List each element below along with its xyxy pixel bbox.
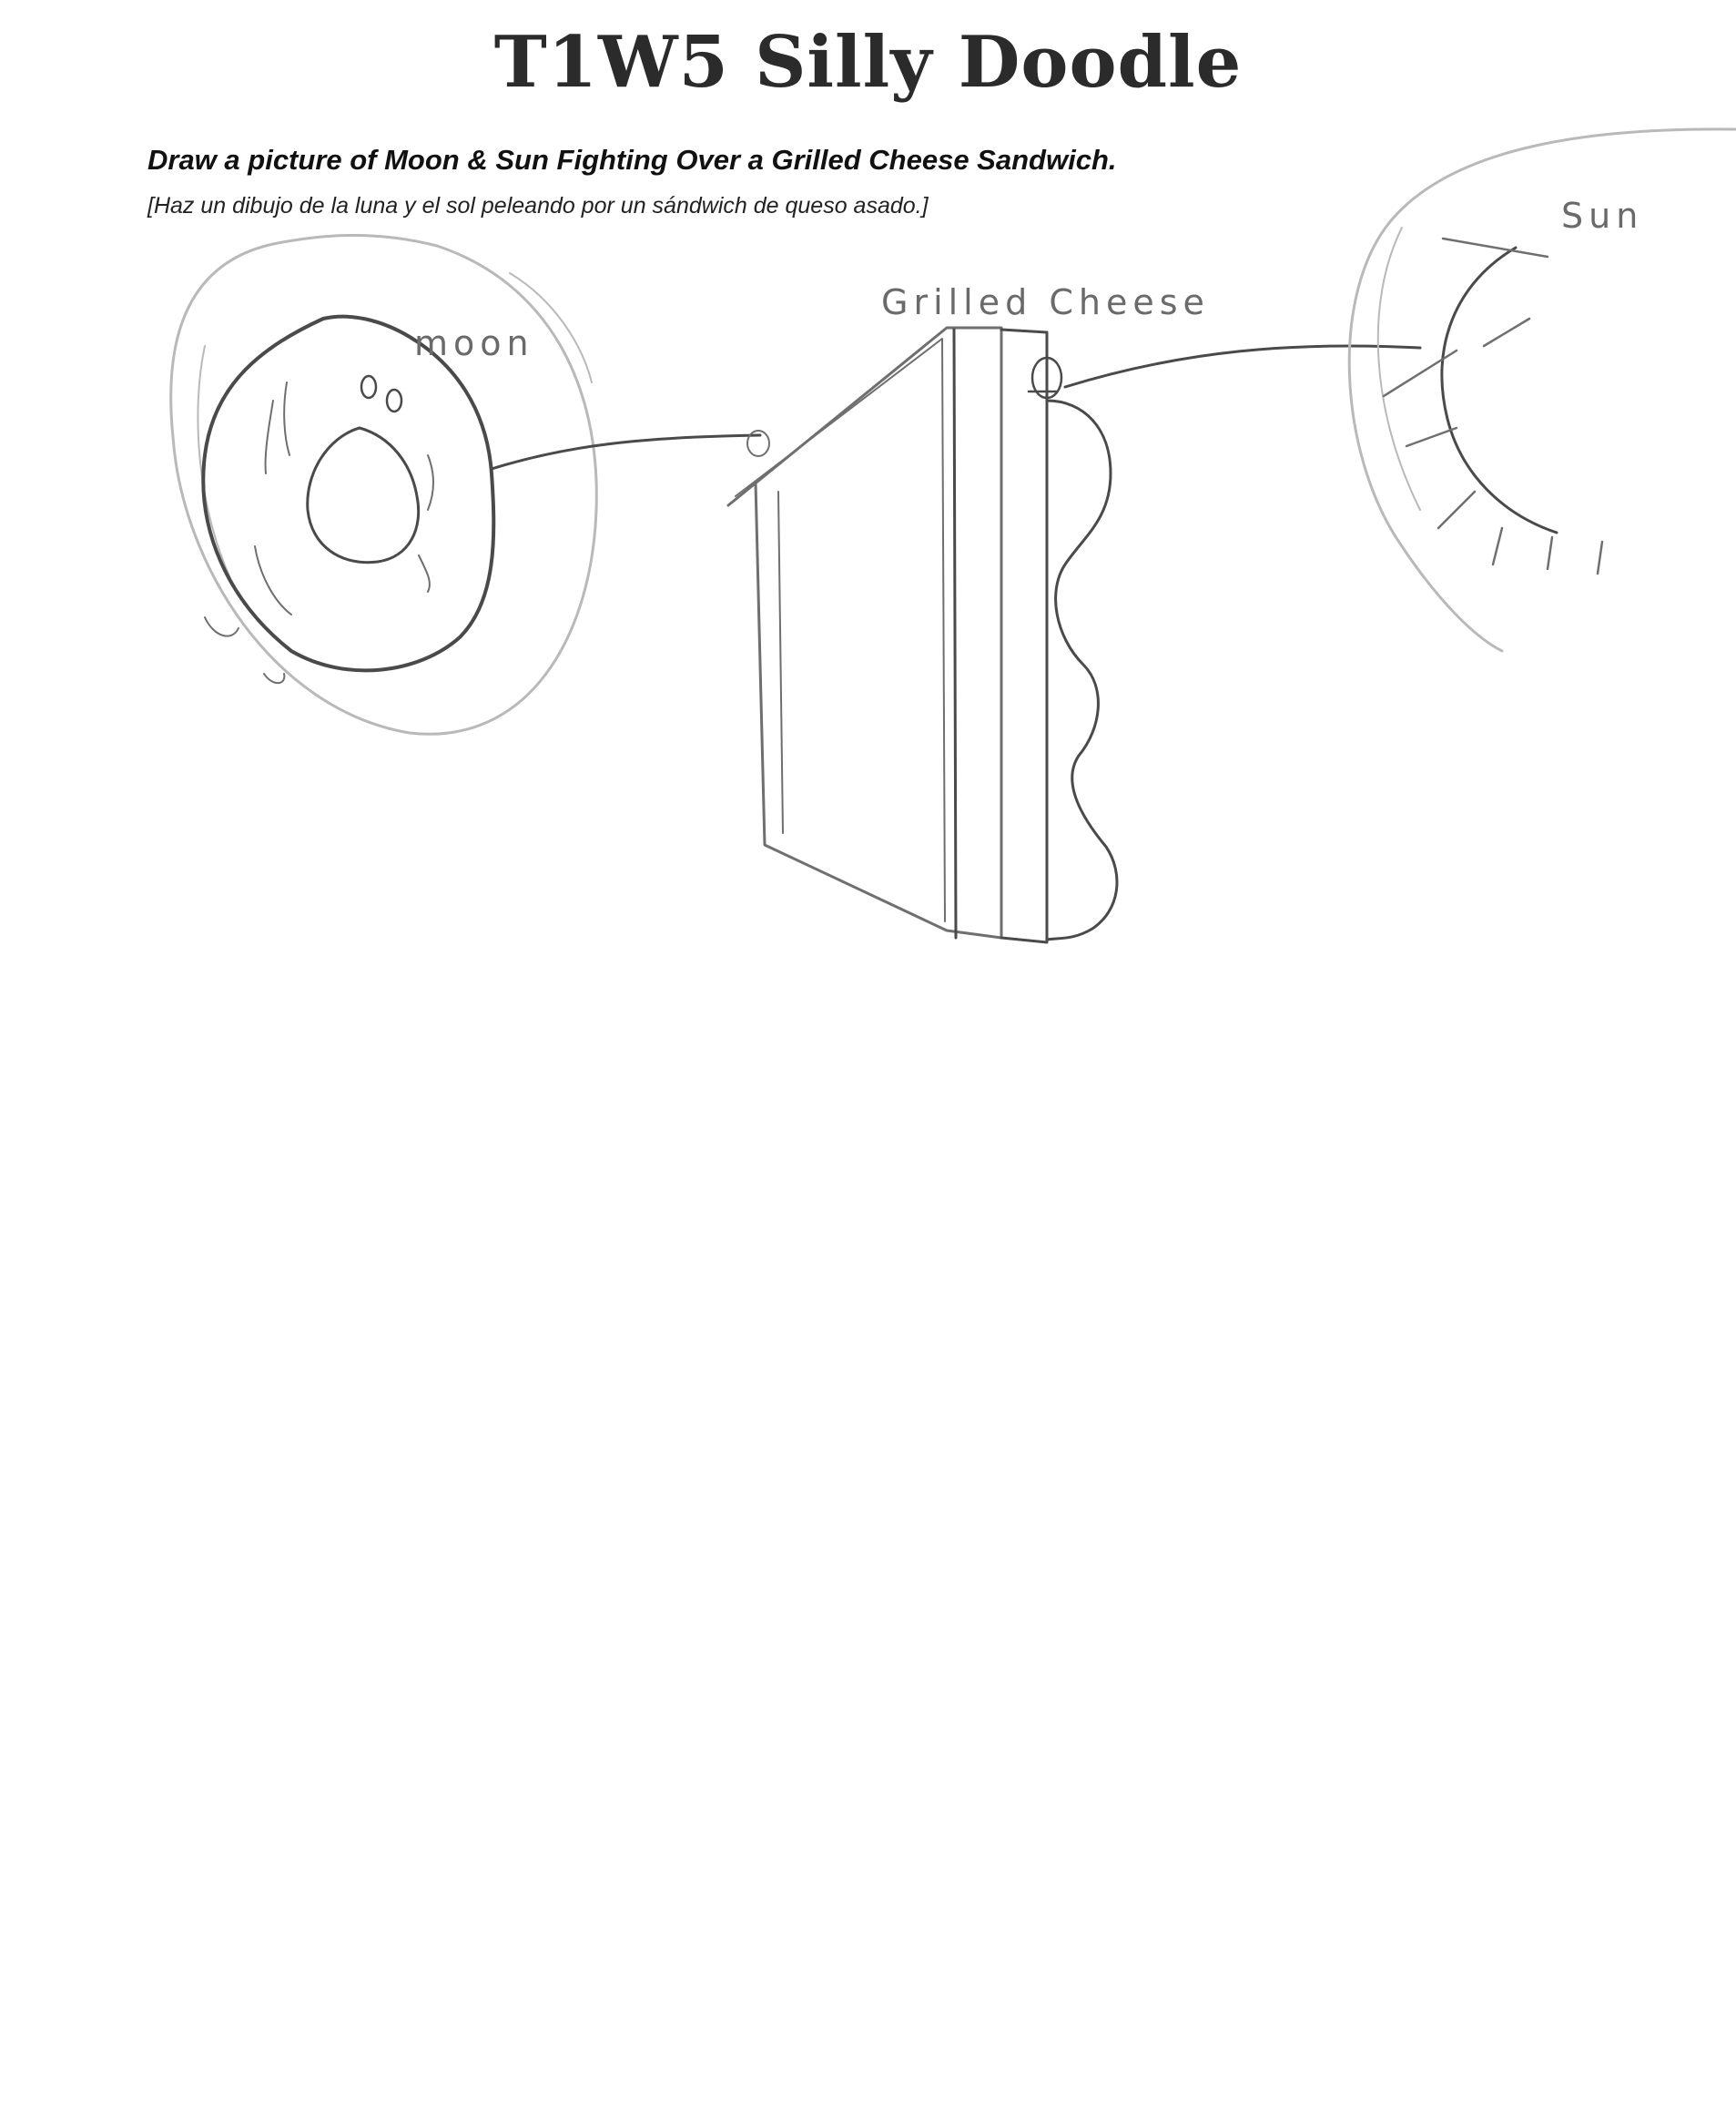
- sandwich-drawing: [728, 282, 1420, 942]
- sun-drawing: [1349, 129, 1736, 651]
- page-title: T1W5 Silly Doodle: [493, 21, 1243, 104]
- instruction-spanish: [Haz un dibujo de la luna y el sol peleando por un sándwich de queso asado.]: [147, 193, 929, 219]
- moon-label: moon: [414, 323, 534, 363]
- sandwich-label: Grilled Cheese: [881, 282, 1210, 322]
- instruction-english: Draw a picture of Moon & Sun Fighting Over a Grilled Cheese Sandwich.: [147, 144, 1117, 176]
- moon-drawing: [171, 235, 760, 734]
- sun-label: Sun: [1561, 196, 1644, 236]
- doodle-drawing: [0, 0, 1736, 1002]
